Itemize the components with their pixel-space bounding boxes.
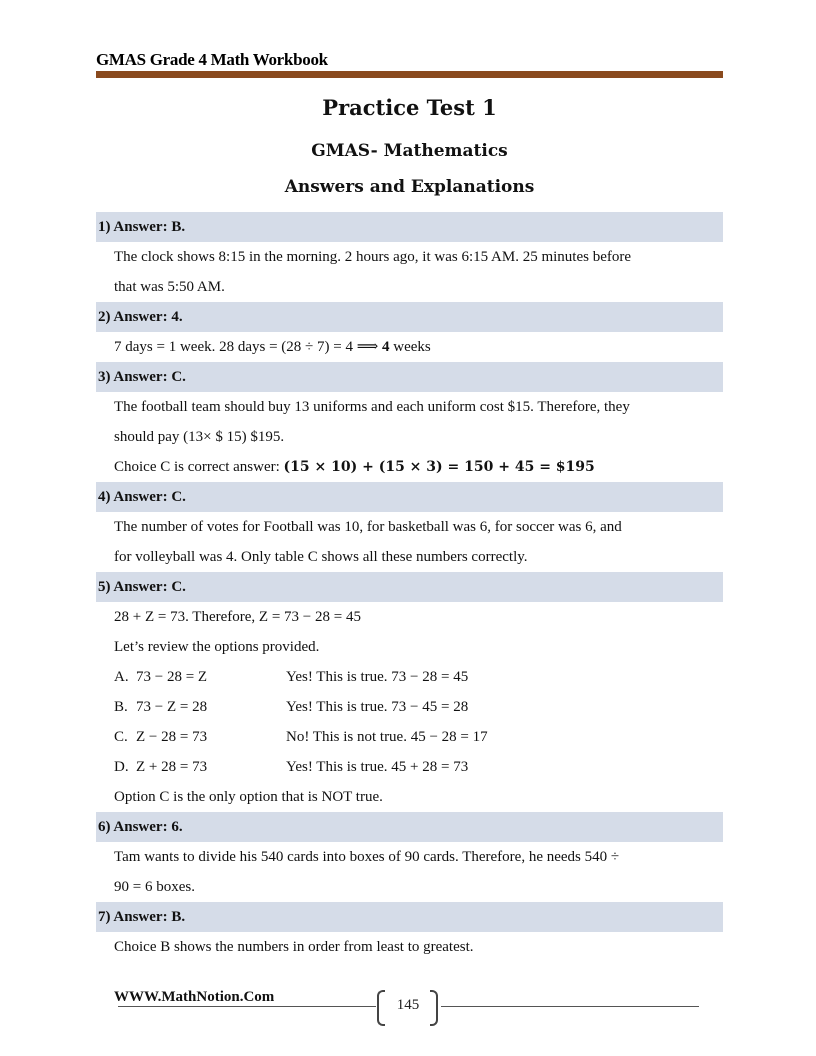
explanation-line: Let’s review the options provided. <box>114 639 320 655</box>
option-row-c <box>96 722 723 752</box>
explanation-line: Tam wants to divide his 540 cards into boxes of 90 cards. Therefore, he needs 540 ÷ <box>114 849 620 865</box>
answer-heading-6: 6) Answer: 6. <box>96 812 723 842</box>
page-subtitle: GMAS- Mathematics <box>311 141 508 161</box>
answer-heading-2: 2) Answer: 4. <box>96 302 723 332</box>
explanation-text: 7 days = 1 week. 28 days = (28 ÷ 7) = 4 ⟹ <box>114 339 382 355</box>
page-title: Practice Test 1 <box>322 95 497 120</box>
section-title: Answers and Explanations <box>284 177 535 197</box>
footer-rule-left <box>118 1006 376 1007</box>
option-row-d <box>96 752 723 782</box>
explanation-line: for volleyball was 4. Only table C shows all these numbers correctly. <box>114 549 528 565</box>
explanation-line <box>96 452 723 482</box>
answer-heading-1: 1) Answer: B. <box>96 212 723 242</box>
option-equation: 73 − Z = 28 <box>136 699 208 715</box>
answer-heading-5: 5) Answer: C. <box>96 572 723 602</box>
choice-math: (15 × 10) + (15 × 3) = 150 + 45 = $195 <box>283 459 595 475</box>
explanation-line: The clock shows 8:15 in the morning. 2 hours ago, it was 6:15 AM. 25 minutes before <box>114 249 632 265</box>
explanation-line: Choice B shows the numbers in order from least to greatest. <box>114 939 474 955</box>
option-equation: Z + 28 = 73 <box>136 759 208 775</box>
option-note: Yes! This is true. 45 + 28 = 73 <box>286 759 469 775</box>
page-number: 145 <box>396 997 420 1013</box>
option-note: Yes! This is true. 73 − 28 = 45 <box>286 669 469 685</box>
explanation-line: that was 5:50 AM. <box>114 279 225 295</box>
explanation-line <box>96 332 723 362</box>
explanation-line: 28 + Z = 73. Therefore, Z = 73 − 28 = 45 <box>114 609 361 625</box>
header-rule <box>96 71 723 78</box>
explanation-bold-value: 4 <box>382 339 390 355</box>
explanation-line: 90 = 6 boxes. <box>114 879 195 895</box>
footer-website: WWW.MathNotion.Com <box>114 989 275 1005</box>
option-row-b <box>96 692 723 722</box>
option-note: No! This is not true. 45 − 28 = 17 <box>286 729 488 745</box>
workbook-title: GMAS Grade 4 Math Workbook <box>96 50 328 69</box>
explanation-line: The football team should buy 13 uniforms and each uniform cost $15. Therefore, they <box>114 399 630 415</box>
option-note: Yes! This is true. 73 − 45 = 28 <box>286 699 469 715</box>
option-letter: A. <box>114 669 129 685</box>
option-equation: Z − 28 = 73 <box>136 729 208 745</box>
option-equation: 73 − 28 = Z <box>136 669 208 685</box>
explanation-line: The number of votes for Football was 10, for basketball was 6, for soccer was 6, and <box>114 519 622 535</box>
answers-list <box>96 212 723 962</box>
footer-rule-right <box>441 1006 699 1007</box>
answer-heading-7: 7) Answer: B. <box>96 902 723 932</box>
option-letter: D. <box>114 759 129 775</box>
option-letter: B. <box>114 699 128 715</box>
choice-text: Choice C is correct answer: <box>114 459 284 475</box>
answer-heading-4: 4) Answer: C. <box>96 482 723 512</box>
explanation-tail: weeks <box>389 339 431 355</box>
option-letter: C. <box>114 729 128 745</box>
explanation-line: should pay (13× $ 15) $195. <box>114 429 285 445</box>
explanation-line: Option C is the only option that is NOT true. <box>114 789 383 805</box>
answer-heading-3: 3) Answer: C. <box>96 362 723 392</box>
option-row-a <box>96 662 723 692</box>
